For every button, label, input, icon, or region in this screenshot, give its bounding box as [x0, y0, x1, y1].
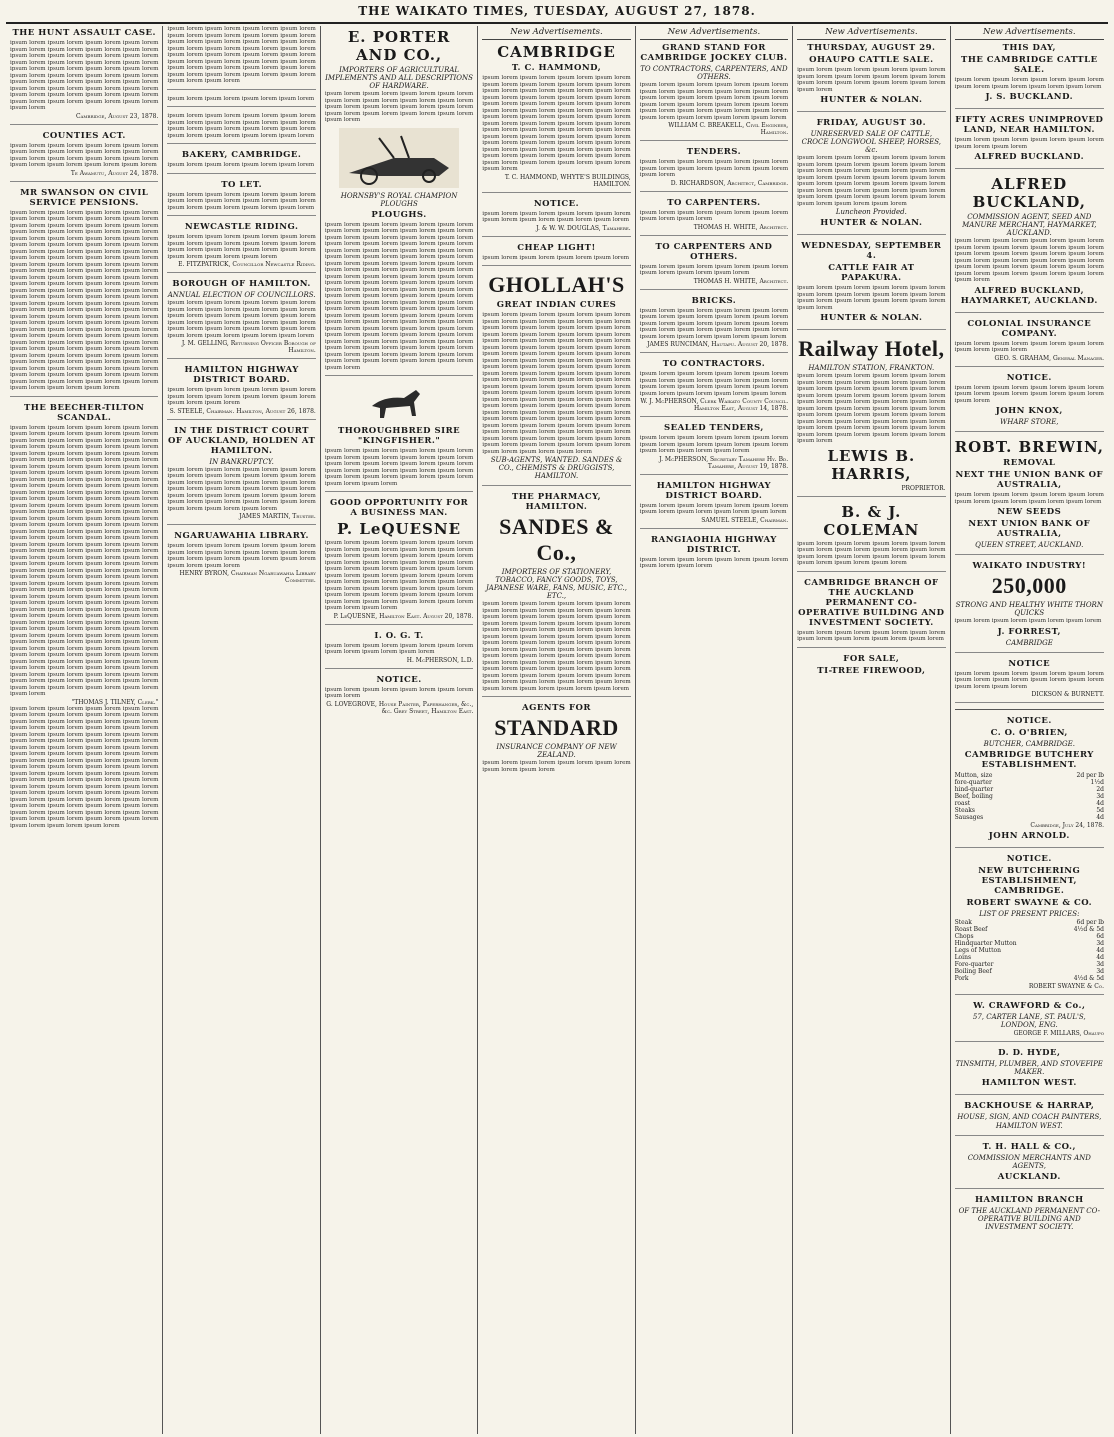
ad-body: ipsum lorem ipsum lorem ipsum lorem ipsum lorem ipsum lorem ipsum lorem ipsum lorem ipsum lorem [954, 492, 1104, 505]
auctioneer: HUNTER & NOLAN. [820, 95, 923, 105]
price-row: hind-quarter 2d [954, 786, 1104, 793]
ad-body: ipsum lorem ipsum lorem ipsum lorem ipsum lorem [167, 162, 315, 168]
column-3 [321, 26, 478, 1434]
ad-body: ipsum lorem ipsum lorem ipsum lorem ipsum lorem ipsum lorem ipsum lorem ipsum lorem ipsum lorem ipsum lorem ipsum lorem ipsum lorem ipsum lorem ipsum lorem ipsum lorem ipsum lorem ipsum lorem ipsum lorem ipsum lorem ipsum lorem ipsum lorem ipsum lorem ipsum lorem ipsum lorem ipsum lorem ipsum lorem ipsum lorem ipsum lorem ipsum lorem ipsum lorem ipsum lorem ipsum lorem ipsum lorem ipsum lorem ipsum lorem ipsum lorem ipsum lorem ipsum lorem ipsum lorem ipsum lorem ipsum lorem ipsum lorem ipsum lorem ipsum lorem ipsum lorem ipsum lorem ipsum lorem ipsum lorem ipsum lorem ipsum lorem ipsum lorem ipsum lorem ipsum lorem ipsum lorem ipsum lorem ipsum lorem ipsum lorem ipsum lorem [482, 75, 631, 172]
ad-signature: GEORGE F. MILLARS, Ohaupo [1013, 1030, 1104, 1037]
ad-body: ipsum lorem ipsum lorem ipsum lorem ipsum lorem ipsum lorem ipsum lorem ipsum lorem ipsum lorem ipsum lorem ipsum lorem ipsum lorem ipsum lorem ipsum lorem ipsum lorem ipsum lorem ipsum lorem ipsum lorem ipsum lorem ipsum lorem ipsum lorem ipsum lorem ipsum lorem ipsum lorem ipsum lorem ipsum lorem ipsum lorem ipsum lorem ipsum lorem ipsum lorem ipsum lorem ipsum lorem ipsum lorem ipsum lorem ipsum lorem ipsum lorem ipsum lorem ipsum lorem ipsum lorem ipsum lorem ipsum lorem ipsum lorem ipsum lorem [324, 540, 474, 611]
ad-body: ipsum lorem ipsum lorem ipsum lorem ipsum lorem ipsum lorem ipsum lorem ipsum lorem ipsum lorem ipsum lorem [954, 384, 1104, 404]
ad-body: ipsum lorem ipsum lorem ipsum lorem ipsum lorem ipsum lorem ipsum lorem ipsum lorem [639, 263, 789, 276]
tenders-ad [640, 147, 788, 192]
cambridge-branch-ad [797, 578, 945, 648]
porter-ad [325, 28, 473, 376]
ad-title: THE CAMBRIDGE CATTLE SALE. [961, 55, 1098, 75]
new-seeds: NEW SEEDS [997, 507, 1062, 517]
ad-body: ipsum lorem ipsum lorem ipsum lorem ipsum lorem ipsum lorem ipsum lorem ipsum lorem ipsum lorem ipsum lorem ipsum lorem ipsum lorem ipsum lorem ipsum lorem ipsum lorem ipsum lorem ipsum lorem ipsum lorem ipsum lorem ipsum lorem ipsum lorem ipsum lorem ipsum lorem [324, 448, 474, 487]
ad-body: ipsum lorem ipsum lorem ipsum lorem ipsum lorem ipsum lorem ipsum lorem ipsum lorem ipsum lorem [797, 629, 946, 642]
railway-hotel-ad [797, 336, 945, 497]
ad-body: ipsum lorem ipsum lorem ipsum lorem ipsum lorem ipsum lorem ipsum lorem ipsum lorem ipsum lorem ipsum lorem ipsum lorem ipsum lorem ipsum lorem ipsum lorem ipsum lorem ipsum lorem ipsum lorem ipsum lorem ipsum lorem ipsum lorem ipsum lorem ipsum lorem ipsum lorem ipsum lorem ipsum lorem ipsum lorem ipsum lorem ipsum lorem ipsum lorem ipsum lorem ipsum lorem ipsum lorem ipsum lorem ipsum lorem ipsum lorem ipsum lorem ipsum lorem ipsum lorem ipsum lorem ipsum lorem ipsum lorem ipsum lorem ipsum lorem ipsum lorem ipsum lorem ipsum lorem ipsum lorem ipsum lorem ipsum lorem ipsum lorem ipsum lorem ipsum lorem ipsum lorem ipsum lorem ipsum lorem ipsum lorem ipsum lorem [482, 601, 631, 692]
hamilton-highway-ad [640, 481, 788, 529]
ad-title: TO CONTRACTORS. [662, 359, 766, 369]
friday-sale-ad [797, 118, 945, 235]
article-body-continued: ipsum lorem ipsum lorem ipsum lorem ipsum lorem ipsum lorem ipsum lorem ipsum lorem ipsum lorem ipsum lorem ipsum lorem ipsum lorem ipsum lorem ipsum lorem ipsum lorem ipsum lorem ipsum lorem ipsum lorem ipsum lorem ipsum lorem ipsum lorem ipsum lorem ipsum lorem ipsum lorem ipsum lorem ipsum lorem ipsum lorem ipsum lorem ipsum lorem ipsum lorem ipsum lorem ipsum lorem ipsum lorem ipsum lorem ipsum lorem ipsum lorem ipsum lorem ipsum lorem ipsum lorem ipsum lorem ipsum lorem ipsum lorem ipsum lorem ipsum lorem ipsum lorem ipsum lorem ipsum lorem ipsum lorem ipsum lorem ipsum lorem ipsum lorem ipsum lorem ipsum lorem ipsum lorem ipsum lorem ipsum lorem ipsum lorem ipsum lorem ipsum lorem ipsum lorem ipsum lorem ipsum lorem ipsum lorem ipsum lorem ipsum lorem ipsum lorem ipsum lorem ipsum lorem ipsum lorem ipsum lorem ipsum lorem ipsum lorem ipsum lorem ipsum lorem ipsum lorem ipsum lorem [10, 705, 159, 829]
column-header: New Advertisements. [640, 26, 788, 40]
ad-subtitle: GREAT INDIAN CURES [496, 300, 617, 310]
ad-signature: JAMES RUNCIMAN, Hautapu. August 20, 1878. [647, 341, 789, 348]
ploughs-caption: PLOUGHS. [371, 209, 427, 220]
ad-date: WEDNESDAY, SEPTEMBER 4. [801, 241, 942, 261]
horse-woodcut-icon [364, 382, 434, 422]
ad-title: WAIKATO INDUSTRY! [972, 561, 1087, 571]
ad-subtitle: TINSMITH, PLUMBER, AND STOVEFIPE MAKER. [955, 1060, 1103, 1076]
ad-location: HAMILTON WEST. [995, 1122, 1063, 1130]
rangiaohia-ad [640, 535, 788, 574]
ad-title: ALFRED BUCKLAND, [972, 175, 1086, 211]
article-title: THE BEECHER-TILTON SCANDAL. [23, 402, 145, 423]
backhouse-ad [955, 1101, 1104, 1136]
ad-signature: HENRY BYRON, Chairman Ngaruawahia Library Committee. [179, 570, 316, 584]
ad-title: CAMBRIDGE BRANCH OF THE AUCKLAND PERMANENT CO-OPERATIVE BUILDING AND INVESTMENT SOCIETY. [798, 577, 945, 628]
fifty-acres-ad [955, 115, 1104, 169]
ad-signature: SAMUEL STEELE, Chairman. [701, 516, 789, 524]
ad-name: P. LeQUESNE [337, 520, 461, 538]
ad-subtitle: IN BANKRUPTCY. [209, 457, 274, 466]
ad-subtitle: BUTCHER, CAMBRIDGE. [983, 740, 1075, 748]
ad-title: CHEAP LIGHT! [517, 242, 596, 253]
ad-body: ipsum lorem ipsum lorem ipsum lorem ipsum lorem ipsum lorem ipsum lorem ipsum lorem ipsum lorem ipsum lorem ipsum lorem ipsum lorem ipsum lorem [167, 191, 316, 211]
luncheon-note: Luncheon Provided. [835, 208, 907, 216]
ad-signature: JAMES MARTIN, Trustee. [239, 513, 316, 520]
price-row: roast 4d [954, 800, 1104, 807]
price-row: Mutton, size 2d per lb [954, 772, 1104, 779]
beecher-tilton-article [10, 403, 158, 834]
ad-subtitle: NEW BUTCHERING ESTABLISHMENT, CAMBRIDGE. [978, 866, 1081, 896]
ad-title: OHAUPO CATTLE SALE. [809, 55, 934, 65]
ad-title: THE PHARMACY, HAMILTON. [511, 492, 602, 512]
price-row: Pork 4½d & 5d [954, 975, 1104, 982]
sealed-tenders-ad [640, 423, 788, 475]
ghollah-ad [482, 272, 630, 486]
ad-title: TO CARPENTERS AND OTHERS. [655, 241, 773, 262]
article-signature: Te Awamutu, August 24, 1878. [70, 169, 159, 177]
price-row: Boiling Beef 3d [954, 968, 1104, 975]
lequesne-ad [325, 498, 473, 625]
price-row: Beef, boiling 3d [954, 793, 1104, 800]
ad-signature: DICKSON & BURNETT. [1031, 691, 1104, 698]
to-let-cottage-ad [167, 180, 315, 217]
newcastle-riding-ad [167, 222, 315, 273]
column-4 [478, 26, 635, 1434]
ad-title: AGENTS FOR [521, 703, 591, 713]
ad-subtitle: UNRESERVED SALE OF CATTLE, CROCE LONGWOOL SHEEP, HORSES, &c. [801, 130, 942, 154]
price-row: Chops 6d [954, 933, 1104, 940]
price-row: Sausages 4d [954, 814, 1104, 821]
ad-title: GOOD OPPORTUNITY FOR A BUSINESS MAN. [329, 498, 469, 518]
plough-woodcut-icon [339, 128, 459, 188]
ad-body: ipsum lorem ipsum lorem ipsum lorem ipsum lorem [167, 95, 315, 102]
ad-body: ipsum lorem ipsum lorem ipsum lorem ipsum lorem ipsum lorem ipsum lorem ipsum lorem ipsum lorem ipsum lorem ipsum lorem [167, 387, 316, 406]
ad-title: NGARUAWAHIA LIBRARY. [174, 531, 309, 541]
swanson-article [10, 188, 158, 397]
ad-title: HAMILTON HIGHWAY DISTRICT BOARD. [656, 480, 772, 501]
ad-body: ipsum lorem ipsum lorem ipsum lorem ipsum lorem ipsum lorem ipsum lorem ipsum lorem ipsum lorem ipsum lorem ipsum lorem ipsum lorem [639, 435, 789, 454]
standard-insurance-ad [482, 703, 630, 777]
coleman-ad [797, 503, 945, 572]
ad-body: ipsum lorem ipsum lorem ipsum lorem ipsum lorem ipsum lorem ipsum lorem [954, 137, 1104, 150]
hall-ad [955, 1142, 1104, 1189]
swayne-prices [955, 919, 1104, 982]
papakura-fair-ad [797, 241, 945, 330]
ad-body: ipsum lorem ipsum lorem ipsum lorem ipsum lorem ipsum lorem ipsum lorem ipsum lorem ipsum lorem ipsum lorem ipsum lorem ipsum lorem ipsum lorem ipsum lorem ipsum lorem ipsum lorem ipsum lorem ipsum lorem ipsum lorem ipsum lorem ipsum lorem ipsum lorem ipsum lorem ipsum lorem ipsum lorem ipsum lorem ipsum lorem ipsum lorem ipsum lorem ipsum lorem ipsum lorem ipsum lorem ipsum lorem ipsum lorem ipsum lorem ipsum lorem ipsum lorem ipsum lorem ipsum lorem ipsum lorem ipsum lorem ipsum lorem [797, 373, 946, 444]
ad-signature: T. C. HAMMOND, WHYTE'S BUILDINGS, HAMILTON. [504, 173, 631, 188]
ad-body: ipsum lorem ipsum lorem ipsum lorem ipsum lorem ipsum lorem ipsum lorem [639, 556, 789, 569]
ad-subtitle: COMMISSION AGENT, SEED AND MANURE MERCHANT, HAYMARKET, AUCKLAND. [962, 213, 1097, 237]
ad-body: ipsum lorem ipsum lorem ipsum lorem ipsum lorem ipsum lorem ipsum lorem ipsum lorem ipsum lorem ipsum lorem ipsum lorem ipsum lorem ipsum lorem ipsum lorem ipsum lorem ipsum lorem ipsum lorem ipsum lorem ipsum lorem ipsum lorem ipsum lorem ipsum lorem ipsum lorem ipsum lorem ipsum lorem ipsum lorem ipsum lorem ipsum lorem ipsum lorem ipsum lorem ipsum lorem ipsum lorem ipsum lorem ipsum lorem ipsum lorem ipsum lorem ipsum lorem ipsum lorem ipsum lorem ipsum lorem ipsum lorem ipsum lorem ipsum lorem ipsum lorem ipsum lorem ipsum lorem ipsum lorem ipsum lorem ipsum lorem ipsum lorem ipsum lorem ipsum lorem ipsum lorem ipsum lorem ipsum lorem ipsum lorem ipsum lorem ipsum lorem ipsum lorem ipsum lorem ipsum lorem ipsum lorem ipsum lorem ipsum lorem ipsum lorem ipsum lorem ipsum lorem ipsum lorem ipsum lorem ipsum lorem ipsum lorem ipsum lorem ipsum lorem ipsum lorem ipsum lorem ipsum lorem ipsum lorem ipsum lorem ipsum lorem ipsum lorem ipsum lorem ipsum lorem ipsum lorem ipsum lorem ipsum lorem ipsum lorem ipsum lorem ipsum lorem [482, 312, 631, 455]
ad-body: ipsum lorem ipsum lorem ipsum lorem ipsum lorem ipsum lorem ipsum lorem ipsum lorem ipsum lorem ipsum lorem ipsum lorem ipsum lorem ipsum lorem ipsum lorem ipsum lorem ipsum lorem ipsum lorem [639, 371, 789, 397]
ad-subtitle: ANNUAL ELECTION OF COUNCILLORS. [167, 291, 316, 299]
ad-body: ipsum lorem ipsum lorem ipsum lorem ipsum lorem ipsum lorem ipsum lorem ipsum lorem ipsum lorem ipsum lorem ipsum lorem ipsum lorem ipsum lorem ipsum lorem ipsum lorem ipsum lorem ipsum lorem ipsum lorem ipsum lorem ipsum lorem ipsum lorem ipsum lorem ipsum lorem ipsum lorem ipsum lorem [639, 82, 789, 121]
wanted-servant-ad [167, 96, 315, 108]
waikato-industry-ad [955, 561, 1104, 653]
iogt-ad [325, 631, 473, 669]
ad-subtitle: OF THE AUCKLAND PERMANENT CO-OPERATIVE BUILDING AND INVESTMENT SOCIETY. [958, 1207, 1100, 1231]
ad-signature: H. McPHERSON, L.D. [406, 656, 474, 664]
kerosine-notice [955, 373, 1104, 433]
ad-title: THOROUGHBRED SIRE "KINGFISHER." [337, 426, 461, 446]
ad-body: ipsum lorem ipsum lorem ipsum lorem ipsum lorem [482, 254, 630, 261]
ad-subtitle: 57, CARTER LANE, ST. PAUL'S, LONDON, ENG. [972, 1013, 1086, 1029]
ad-body: ipsum lorem ipsum lorem ipsum lorem ipsum lorem ipsum lorem ipsum lorem [482, 760, 631, 773]
article-signature: Cambridge, August 23, 1878. [75, 112, 159, 120]
ad-date: FRIDAY, AUGUST 30. [816, 118, 927, 128]
colonial-insurance-ad [955, 319, 1104, 367]
ad-signature: THOMAS H. WHITE, Architect. [693, 277, 789, 285]
to-carpenters-ad [640, 198, 788, 236]
ad-signature: J. McPHERSON, Secretary Tamahere Hy. Bd. Tamahere, August 19, 1878. [659, 455, 789, 470]
library-ad [167, 531, 315, 588]
ad-name: STANDARD [494, 715, 619, 740]
hamilton-branch-ad [955, 1195, 1104, 1236]
plough-label: HORNSBY'S ROYAL CHAMPION PLOUGHS [340, 191, 458, 208]
ad-title: T. H. HALL & CO., [982, 1142, 1076, 1152]
ad-title: NOTICE. [1006, 372, 1052, 383]
ad-subtitle: IMPORTERS OF AGRICULTURAL IMPLEMENTS AND ALL DESCRIPTIONS OF HARDWARE. [325, 66, 473, 90]
ad-title: RANGIAOHIA HIGHWAY DISTRICT. [651, 534, 777, 555]
article-body: ipsum lorem ipsum lorem ipsum lorem ipsum lorem ipsum lorem ipsum lorem ipsum lorem ipsum lorem ipsum lorem ipsum lorem ipsum lorem ipsum lorem ipsum lorem ipsum lorem ipsum lorem ipsum lorem [10, 142, 159, 168]
ad-title: HAMILTON BRANCH [974, 1195, 1084, 1205]
ad-date: THURSDAY, AUGUST 29. [807, 43, 936, 53]
ad-signature: ALFRED BUCKLAND, HAYMARKET, AUCKLAND. [960, 285, 1098, 306]
auctioneer: HUNTER & NOLAN. [820, 218, 923, 228]
ad-title: FOR SALE, [843, 653, 900, 664]
alfred-buckland-ad [955, 175, 1104, 313]
price-row: Loins 4d [954, 954, 1104, 961]
ad-signature: D. RICHARDSON, Architect, Cambridge. [670, 179, 789, 187]
hyde-ad [955, 1048, 1104, 1095]
ad-body: ipsum lorem ipsum lorem ipsum lorem ipsum lorem ipsum lorem ipsum lorem ipsum lorem ipsum lorem ipsum lorem ipsum lorem ipsum lorem ipsum lorem ipsum lorem ipsum lorem ipsum lorem [797, 540, 946, 566]
ad-subtitle: COMMISSION MERCHANTS AND AGENTS, [967, 1154, 1091, 1170]
proprietor-label: PROPRIETOR. [901, 484, 946, 492]
douglas-notice [482, 199, 630, 237]
article-title: MR SWANSON ON CIVIL SERVICE PENSIONS. [20, 187, 149, 208]
ad-body: ipsum lorem ipsum lorem ipsum lorem ipsum lorem [954, 618, 1102, 624]
auctioneer: HUNTER & NOLAN. [820, 313, 923, 323]
trees-count: 250,000 [991, 573, 1067, 598]
ad-signature: GEO. S. GRAHAM, General Manager. [994, 354, 1104, 362]
hunt-assault-article [10, 28, 158, 125]
hammond-ad [482, 43, 630, 193]
ad-title: ROBT. BREWIN, [954, 438, 1104, 456]
ad-name: JOHN KNOX, [995, 406, 1063, 416]
ad-body: ipsum lorem ipsum lorem ipsum lorem ipsum lorem ipsum lorem ipsum lorem ipsum lorem ipsum lorem ipsum lorem [639, 159, 789, 178]
ad-location: NEXT THE UNION BANK OF AUSTRALIA, [955, 470, 1104, 490]
ad-body: ipsum lorem ipsum lorem ipsum lorem ipsum lorem ipsum lorem ipsum lorem ipsum lorem ipsum lorem ipsum lorem ipsum lorem ipsum lorem ipsum lorem ipsum lorem ipsum lorem ipsum lorem ipsum lorem ipsum lorem ipsum lorem ipsum lorem ipsum lorem ipsum lorem ipsum lorem ipsum lorem ipsum lorem ipsum lorem ipsum lorem ipsum lorem ipsum lorem ipsum lorem ipsum lorem ipsum lorem [797, 155, 946, 207]
sandes-ad [482, 492, 630, 697]
auctioneer: J. S. BUCKLAND. [985, 92, 1074, 102]
ad-date: Cambridge, July 24, 1878. [1030, 822, 1104, 829]
bricks-ad [640, 296, 788, 354]
price-row: Roast Beef 4½d & 5d [954, 926, 1104, 933]
column-header: New Advertisements. [955, 26, 1104, 40]
ad-body: ipsum lorem ipsum lorem ipsum lorem ipsum lorem ipsum lorem ipsum lorem ipsum lorem ipsum lorem ipsum lorem ipsum lorem ipsum lorem ipsum lorem ipsum lorem ipsum lorem [167, 543, 316, 569]
article-title: COUNTIES ACT. [42, 130, 126, 141]
article-signature: "THOMAS J. TILNEY, Clerk." [71, 698, 159, 706]
dickson-notice [955, 659, 1104, 704]
lovegrove-notice [325, 675, 473, 719]
borough-election-ad [167, 279, 315, 359]
price-list-title: LIST OF PRESENT PRICES: [979, 910, 1080, 918]
proprietor-name: LEWIS B. HARRIS, [827, 446, 916, 483]
ad-body: ipsum lorem ipsum lorem ipsum lorem ipsum lorem ipsum lorem ipsum lorem ipsum lorem ipsum lorem ipsum lorem ipsum lorem ipsum lorem ipsum lorem ipsum lorem ipsum lorem ipsum lorem ipsum lorem ipsum lorem ipsum lorem ipsum lorem ipsum lorem ipsum lorem ipsum lorem ipsum lorem ipsum lorem ipsum lorem [954, 238, 1104, 283]
ad-title: BACKHOUSE & HARRAP, [964, 1101, 1095, 1111]
column-header: New Advertisements. [482, 26, 630, 40]
column-7 [951, 26, 1108, 1434]
ad-body: ipsum lorem ipsum lorem ipsum lorem ipsum lorem ipsum lorem ipsum lorem ipsum lorem ipsum lorem ipsum lorem ipsum lorem ipsum lorem ipsum lorem ipsum lorem ipsum lorem ipsum lorem [167, 234, 316, 260]
ad-body: ipsum lorem ipsum lorem ipsum lorem ipsum lorem ipsum lorem ipsum lorem ipsum lorem ipsum lorem ipsum lorem ipsum lorem ipsum lorem ipsum lorem ipsum lorem ipsum lorem ipsum lorem ipsum lorem ipsum lorem ipsum lorem ipsum lorem ipsum lorem [639, 307, 789, 340]
ad-signature: J. M. GELLING, Returning Officer Borough of Hamilton. [181, 340, 316, 354]
ad-signature: G. LOVEGROVE, House Painter, Paperhanger, &c., &c. Grey Street, Hamilton East. [326, 700, 474, 715]
price-row: Fore-quarter 3d [954, 961, 1104, 968]
ad-title: B. & J. COLEMAN [823, 502, 920, 539]
price-row: Steaks 5d [954, 807, 1104, 814]
kingfisher-ad [325, 382, 473, 492]
ad-subtitle: STRONG AND HEALTHY WHITE THORN QUICKS [955, 601, 1103, 617]
ad-subtitle: INSURANCE COMPANY OF NEW ZEALAND. [496, 743, 617, 759]
price-row: Legs of Mutton 4d [954, 947, 1104, 954]
ad-body: ipsum lorem ipsum lorem ipsum lorem ipsum lorem ipsum lorem ipsum lorem ipsum lorem ipsum lorem ipsum lorem ipsum lorem ipsum lorem ipsum lorem ipsum lorem ipsum lorem ipsum lorem ipsum lorem ipsum lorem ipsum lorem ipsum lorem ipsum lorem ipsum lorem ipsum lorem ipsum lorem ipsum lorem [167, 300, 316, 339]
ad-subtitle: REMOVAL [1003, 458, 1056, 468]
auctioneer: ALFRED BUCKLAND. [974, 152, 1085, 162]
ad-title: W. CRAWFORD & Co., [973, 1001, 1086, 1011]
ad-title: COLONIAL INSURANCE COMPANY. [967, 318, 1092, 339]
ad-title: SEALED TENDERS, [664, 423, 764, 433]
ad-title: D. D. HYDE, [998, 1048, 1061, 1058]
ad-name: ROBERT SWAYNE & CO. [966, 898, 1093, 908]
ad-signature: THOMAS H. WHITE, Architect. [693, 223, 789, 231]
column-2 [163, 26, 320, 1434]
ad-body: ipsum lorem ipsum lorem ipsum lorem ipsum lorem ipsum lorem ipsum lorem ipsum lorem ipsum lorem ipsum lorem ipsum lorem ipsum lorem ipsum lorem ipsum lorem [797, 67, 946, 93]
butchery-prices [955, 772, 1104, 821]
ad-signature: S. STEELE, Chairman. Hamilton, August 26, 1878. [169, 407, 316, 415]
article-body: ipsum lorem ipsum lorem ipsum lorem ipsum lorem ipsum lorem ipsum lorem ipsum lorem ipsum lorem ipsum lorem ipsum lorem ipsum lorem ipsum lorem ipsum lorem ipsum lorem ipsum lorem ipsum lorem ipsum lorem ipsum lorem ipsum lorem ipsum lorem ipsum lorem ipsum lorem ipsum lorem ipsum lorem ipsum lorem ipsum lorem ipsum lorem ipsum lorem ipsum lorem ipsum lorem ipsum lorem ipsum lorem ipsum lorem ipsum lorem ipsum lorem ipsum lorem ipsum lorem ipsum lorem ipsum lorem ipsum lorem ipsum lorem [10, 40, 159, 111]
grandstand-ad [640, 43, 788, 141]
ad-title: BOROUGH OF HAMILTON. [172, 279, 311, 289]
ad-title: GRAND STAND FOR CAMBRIDGE JOCKEY CLUB. [640, 43, 788, 63]
ad-body: ipsum lorem ipsum lorem ipsum lorem ipsum lorem ipsum lorem ipsum lorem ipsum lorem ipsum lorem ipsum lorem ipsum lorem ipsum lorem ipsum lorem ipsum lorem ipsum lorem ipsum lorem ipsum lorem ipsum lorem [324, 91, 474, 123]
carpenters-others-ad [640, 242, 788, 290]
ad-body: ipsum lorem ipsum lorem ipsum lorem ipsum lorem ipsum lorem ipsum lorem ipsum lorem ipsum lorem ipsum lorem ipsum lorem [954, 670, 1104, 690]
ad-street: QUEEN STREET, AUCKLAND. [975, 541, 1084, 549]
ad-title: TO LET. [221, 179, 263, 190]
ad-name: C. O. O'BRIEN, [990, 728, 1068, 738]
ad-title: NOTICE. [376, 674, 422, 685]
swayne-ad [955, 854, 1104, 995]
ad-title: Railway Hotel, [798, 336, 945, 361]
ad-name: T. C. HAMMOND, [511, 63, 602, 73]
highway-board-ad [167, 365, 315, 420]
ad-body: ipsum lorem ipsum lorem ipsum lorem ipsum lorem ipsum lorem ipsum lorem ipsum lorem ipsum lorem [482, 210, 631, 223]
ad-subtitle: IMPORTERS OF STATIONERY, TOBACCO, FANCY GOODS, TOYS, JAPANESE WARE, FANS, MUSIC, ETC., ETC., [485, 568, 627, 600]
cheap-light-ad [482, 243, 630, 267]
ad-title: NOTICE. [533, 198, 580, 209]
brewin-removal-ad [955, 438, 1104, 555]
firewood-ad [797, 654, 945, 682]
ad-location: CAMBRIDGE [1005, 638, 1053, 647]
ad-body-list: ipsum lorem ipsum lorem ipsum lorem ipsum lorem ipsum lorem ipsum lorem ipsum lorem ipsum lorem ipsum lorem ipsum lorem ipsum lorem ipsum lorem ipsum lorem ipsum lorem ipsum lorem ipsum lorem ipsum lorem ipsum lorem ipsum lorem ipsum lorem ipsum lorem ipsum lorem ipsum lorem ipsum lorem ipsum lorem ipsum lorem ipsum lorem ipsum lorem ipsum lorem ipsum lorem ipsum lorem ipsum lorem ipsum lorem ipsum lorem ipsum lorem ipsum lorem ipsum lorem ipsum lorem ipsum lorem ipsum lorem ipsum lorem ipsum lorem ipsum lorem ipsum lorem ipsum lorem ipsum lorem ipsum lorem ipsum lorem ipsum lorem ipsum lorem ipsum lorem ipsum lorem ipsum lorem ipsum lorem ipsum lorem ipsum lorem ipsum lorem ipsum lorem ipsum lorem ipsum lorem ipsum lorem ipsum lorem ipsum lorem ipsum lorem ipsum lorem ipsum lorem ipsum lorem ipsum lorem ipsum lorem ipsum lorem ipsum lorem ipsum lorem ipsum lorem ipsum lorem ipsum lorem ipsum lorem ipsum lorem ipsum lorem ipsum lorem ipsum lorem ipsum lorem ipsum lorem ipsum lorem ipsum lorem ipsum lorem ipsum lorem ipsum lorem ipsum lorem ipsum lorem [324, 221, 474, 371]
ad-title: IN THE DISTRICT COURT OF AUCKLAND, HOLDEN AT HAMILTON. [167, 425, 316, 456]
ad-title: GHOLLAH'S [488, 272, 625, 297]
counties-act-article [10, 131, 158, 182]
column-5 [636, 26, 793, 1434]
article-body: ipsum lorem ipsum lorem ipsum lorem ipsum lorem ipsum lorem ipsum lorem ipsum lorem ipsum lorem ipsum lorem ipsum lorem ipsum lorem ipsum lorem ipsum lorem ipsum lorem ipsum lorem ipsum lorem ipsum lorem ipsum lorem ipsum lorem ipsum lorem ipsum lorem ipsum lorem ipsum lorem ipsum lorem ipsum lorem ipsum lorem ipsum lorem ipsum lorem ipsum lorem ipsum lorem ipsum lorem ipsum lorem ipsum lorem ipsum lorem ipsum lorem ipsum lorem ipsum lorem ipsum lorem ipsum lorem ipsum lorem ipsum lorem ipsum lorem ipsum lorem ipsum lorem ipsum lorem ipsum lorem ipsum lorem ipsum lorem ipsum lorem ipsum lorem ipsum lorem ipsum lorem ipsum lorem ipsum lorem ipsum lorem ipsum lorem ipsum lorem ipsum lorem ipsum lorem ipsum lorem ipsum lorem ipsum lorem ipsum lorem ipsum lorem ipsum lorem ipsum lorem ipsum lorem ipsum lorem ipsum lorem ipsum lorem ipsum lorem ipsum lorem ipsum lorem ipsum lorem ipsum lorem ipsum lorem ipsum lorem ipsum lorem ipsum lorem ipsum lorem ipsum lorem ipsum lorem ipsum lorem ipsum lorem ipsum lorem ipsum lorem ipsum lorem ipsum lorem ipsum lorem ipsum lorem ipsum lorem ipsum lorem ipsum lorem ipsum lorem ipsum lorem ipsum lorem ipsum lorem ipsum lorem ipsum lorem ipsum lorem ipsum lorem ipsum lorem ipsum lorem ipsum lorem ipsum lorem ipsum lorem ipsum lorem ipsum lorem ipsum lorem ipsum lorem ipsum lorem ipsum lorem ipsum lorem ipsum lorem ipsum lorem ipsum lorem ipsum lorem ipsum lorem ipsum lorem ipsum lorem ipsum lorem ipsum lorem ipsum lorem ipsum lorem ipsum lorem ipsum lorem ipsum lorem ipsum lorem ipsum lorem ipsum lorem ipsum lorem ipsum lorem ipsum lorem ipsum lorem ipsum lorem ipsum lorem ipsum lorem ipsum lorem ipsum lorem ipsum lorem ipsum lorem ipsum lorem ipsum lorem ipsum lorem ipsum lorem ipsum lorem ipsum lorem ipsum lorem ipsum lorem ipsum lorem ipsum lorem ipsum lorem ipsum lorem ipsum lorem ipsum lorem ipsum lorem ipsum lorem ipsum lorem ipsum lorem ipsum lorem ipsum lorem ipsum lorem ipsum lorem ipsum lorem ipsum lorem [10, 424, 159, 697]
ad-body: ipsum lorem ipsum lorem ipsum lorem ipsum lorem ipsum lorem ipsum lorem ipsum lorem ipsum lorem ipsum lorem ipsum lorem ipsum lorem ipsum lorem ipsum lorem ipsum lorem ipsum lorem ipsum lorem ipsum lorem ipsum lorem ipsum lorem ipsum lorem ipsum lorem ipsum lorem ipsum lorem ipsum lorem ipsum lorem ipsum lorem ipsum lorem [167, 466, 316, 512]
price-row: fore-quarter 1½d [954, 779, 1104, 786]
furniture-ad [167, 26, 315, 90]
ad-title: TO CARPENTERS. [667, 197, 761, 208]
ad-signature: ROBERT SWAYNE & Co. [1028, 983, 1104, 990]
district-court-ad [167, 426, 315, 526]
article-title: THE HUNT ASSAULT CASE. [12, 28, 156, 38]
ad-body: ipsum lorem ipsum lorem ipsum lorem ipsum lorem ipsum lorem ipsum lorem ipsum lorem ipsum lorem ipsum lorem ipsum lorem ipsum lorem ipsum lorem ipsum lorem ipsum lorem ipsum lorem ipsum lorem [167, 113, 316, 139]
ad-title: E. PORTER AND CO., [347, 28, 451, 64]
ad-subtitle: HOUSE, SIGN, AND COACH PAINTERS, [957, 1113, 1102, 1121]
butchers-column [955, 709, 1104, 848]
ad-title: NOTICE. [1006, 854, 1052, 864]
columns [6, 26, 1108, 1434]
ad-body: ipsum lorem ipsum lorem ipsum lorem ipsum lorem ipsum lorem [324, 686, 474, 699]
ohaupo-sale-ad [797, 43, 945, 112]
price-row: Hindquarter Mutton 3d [954, 940, 1104, 947]
article-body: ipsum lorem ipsum lorem ipsum lorem ipsum lorem ipsum lorem ipsum lorem ipsum lorem ipsum lorem ipsum lorem ipsum lorem ipsum lorem ipsum lorem ipsum lorem ipsum lorem ipsum lorem ipsum lorem ipsum lorem ipsum lorem ipsum lorem ipsum lorem ipsum lorem ipsum lorem ipsum lorem ipsum lorem ipsum lorem ipsum lorem ipsum lorem ipsum lorem ipsum lorem ipsum lorem ipsum lorem ipsum lorem ipsum lorem ipsum lorem ipsum lorem ipsum lorem ipsum lorem ipsum lorem ipsum lorem ipsum lorem ipsum lorem ipsum lorem ipsum lorem ipsum lorem ipsum lorem ipsum lorem ipsum lorem ipsum lorem ipsum lorem ipsum lorem ipsum lorem ipsum lorem ipsum lorem ipsum lorem ipsum lorem ipsum lorem ipsum lorem ipsum lorem ipsum lorem ipsum lorem ipsum lorem ipsum lorem ipsum lorem ipsum lorem ipsum lorem ipsum lorem ipsum lorem ipsum lorem ipsum lorem ipsum lorem ipsum lorem ipsum lorem ipsum lorem ipsum lorem ipsum lorem ipsum lorem ipsum lorem ipsum lorem ipsum lorem ipsum lorem ipsum lorem ipsum lorem ipsum lorem ipsum lorem ipsum lorem ipsum lorem ipsum lorem ipsum lorem ipsum lorem ipsum lorem ipsum lorem ipsum lorem ipsum lorem ipsum lorem ipsum lorem ipsum lorem ipsum lorem ipsum lorem ipsum lorem ipsum lorem ipsum lorem ipsum lorem ipsum lorem ipsum lorem ipsum lorem ipsum lorem ipsum lorem ipsum lorem ipsum lorem ipsum lorem ipsum lorem [10, 209, 159, 391]
cambridge-cattle-sale-ad [955, 43, 1104, 109]
ad-subtitle: TO CONTRACTORS, CARPENTERS, AND OTHERS. [640, 65, 788, 81]
butchery-title: CAMBRIDGE BUTCHERY ESTABLISHMENT. [964, 750, 1094, 770]
ad-title: NOTICE [1008, 658, 1051, 669]
ad-title: I. O. G. T. [374, 630, 424, 641]
ad-title: CAMBRIDGE [497, 43, 616, 61]
ad-location-2: NEXT UNION BANK OF AUSTRALIA, [968, 519, 1091, 539]
contractors-ad [640, 359, 788, 417]
ad-subtitle: WHARF STORE, [1000, 418, 1059, 426]
ad-signature: WILLIAM C. BREAKELL, Civil Engineer, Hamilton. [668, 122, 789, 136]
ad-body: ipsum lorem ipsum lorem ipsum lorem ipsum lorem ipsum lorem ipsum lorem [639, 209, 789, 222]
column-header: New Advertisements. [797, 26, 945, 40]
ad-title: HAMILTON HIGHWAY DISTRICT BOARD. [184, 365, 299, 385]
ad-body: ipsum lorem ipsum lorem ipsum lorem ipsum lorem ipsum lorem ipsum lorem ipsum lorem [324, 642, 474, 655]
ad-title: NEWCASTLE RIDING. [184, 222, 299, 232]
ad-body: ipsum lorem ipsum lorem ipsum lorem ipsum lorem ipsum lorem ipsum lorem ipsum lorem ipsum lorem ipsum lorem ipsum lorem ipsum lorem ipsum lorem ipsum lorem [797, 285, 946, 311]
ad-agents: SUB-AGENTS, WANTED. SANDES & CO., CHEMISTS & DRUGGISTS, HAMILTON. [490, 456, 623, 480]
ad-body: ipsum lorem ipsum lorem ipsum lorem ipsum lorem ipsum lorem ipsum lorem ipsum lorem ipsum lorem [639, 502, 789, 515]
ad-subtitle: HAMILTON STATION, FRANKTON. [808, 364, 935, 372]
ad-subtitle: TI-TREE FIREWOOD, [817, 665, 926, 676]
ad-signature: P. LeQUESNE, Hamilton East. August 20, 1878. [333, 612, 474, 620]
crawford-ad [955, 1001, 1104, 1042]
ad-title: NOTICE. [1006, 716, 1052, 726]
ad-signature: JOHN ARNOLD. [988, 831, 1070, 841]
masthead: THE WAIKATO TIMES, TUESDAY, AUGUST 27, 1878. [6, 4, 1108, 24]
ad-title: FIFTY ACRES UNIMPROVED LAND, NEAR HAMILTON. [955, 115, 1104, 135]
ad-body: ipsum lorem ipsum lorem ipsum lorem ipsum lorem ipsum lorem ipsum lorem ipsum lorem ipsum lorem [954, 77, 1104, 90]
ad-location: AUCKLAND. [997, 1172, 1061, 1182]
ad-title: TENDERS. [686, 147, 742, 157]
ad-body: ipsum lorem ipsum lorem ipsum lorem ipsum lorem ipsum lorem ipsum lorem ipsum lorem ipsum lorem ipsum lorem ipsum lorem ipsum lorem ipsum lorem ipsum lorem ipsum lorem ipsum lorem ipsum lorem ipsum lorem ipsum lorem ipsum lorem ipsum lorem ipsum lorem ipsum lorem ipsum lorem ipsum lorem ipsum lorem ipsum lorem ipsum lorem ipsum lorem ipsum lorem ipsum lorem ipsum lorem ipsum lorem ipsum lorem ipsum lorem [167, 26, 316, 84]
ad-title: BRICKS. [691, 295, 737, 306]
ad-signature: E. FITZPATRICK, Councillor Newcastle Riding. [178, 261, 316, 268]
ad-date: THIS DAY, [1002, 43, 1056, 53]
ad-location: HAMILTON WEST. [981, 1078, 1077, 1088]
bakery-ad [167, 150, 315, 174]
price-row: Steak 6d per lb [954, 919, 1104, 926]
to-let-ads [167, 113, 315, 144]
column-1 [6, 26, 163, 1434]
ad-signature: W. J. McPHERSON, Clerk Waikato County Council. Hamilton East, August 14, 1878. [640, 398, 789, 412]
column-6 [793, 26, 950, 1434]
ad-title: BAKERY, CAMBRIDGE. [181, 150, 302, 160]
ad-signature: J. & W. W. DOUGLAS, Tamahere. [536, 224, 631, 232]
ad-title: CATTLE FAIR AT PAPAKURA. [828, 263, 915, 283]
ad-body: ipsum lorem ipsum lorem ipsum lorem ipsum lorem ipsum lorem ipsum lorem [954, 340, 1104, 353]
ad-name: SANDES & Co., [499, 514, 614, 565]
ad-signature: J. FORREST, [997, 626, 1061, 637]
